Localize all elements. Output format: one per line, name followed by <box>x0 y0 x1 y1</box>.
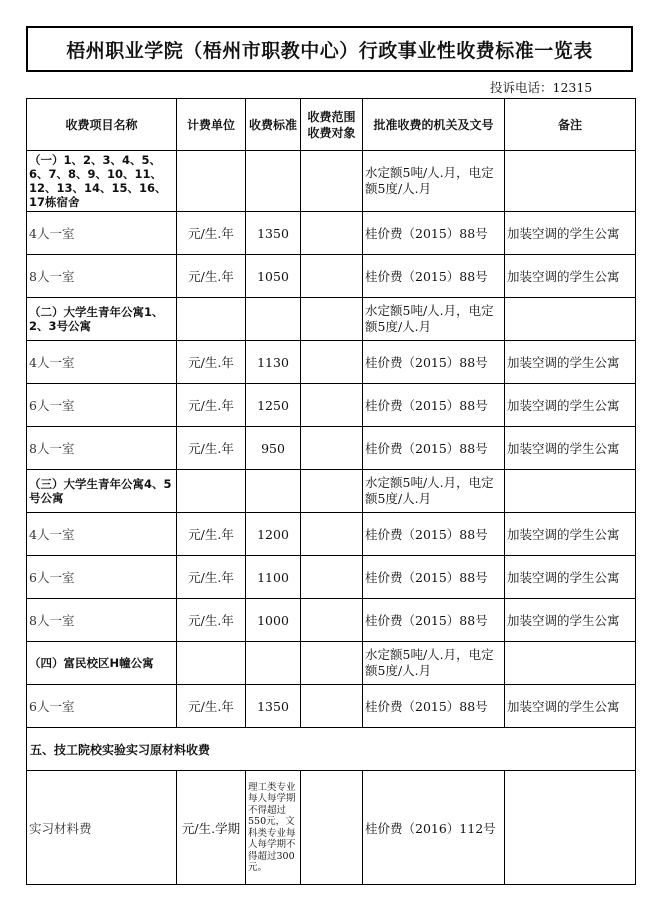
scope-cell <box>301 470 363 513</box>
scope-cell <box>301 384 363 427</box>
unit-cell: 元/生.年 <box>177 513 246 556</box>
approval-cell: 水定额5吨/人.月，电定额5度/人.月 <box>363 642 505 685</box>
approval-cell: 桂价费（2016）112号 <box>363 771 505 885</box>
scope-cell <box>301 771 363 885</box>
unit-cell: 元/生.年 <box>177 685 246 728</box>
scope-cell <box>301 513 363 556</box>
approval-cell: 桂价费（2015）88号 <box>363 556 505 599</box>
header-price: 收费标准 <box>246 99 301 151</box>
note-cell <box>505 642 636 685</box>
complaint-phone: 投诉电话：12315 <box>490 80 593 95</box>
table-row <box>27 599 636 642</box>
category-name-cell: （三）大学生青年公寓4、5号公寓 <box>27 470 177 513</box>
unit-cell <box>177 642 246 685</box>
scope-cell <box>301 298 363 341</box>
table-row <box>27 212 636 255</box>
unit-cell: 元/生.年 <box>177 384 246 427</box>
price-cell: 1350 <box>246 212 301 255</box>
category-name-cell: （四）富民校区H幢公寓 <box>27 642 177 685</box>
approval-cell: 桂价费（2015）88号 <box>363 685 505 728</box>
document-title: 梧州职业学院（梧州市职教中心）行政事业性收费标准一览表 <box>66 39 593 62</box>
unit-cell: 元/生.年 <box>177 212 246 255</box>
price-cell: 理工类专业每人每学期不得超过550元，文科类专业每人每学期不得超过300元。 <box>246 771 301 885</box>
scope-cell <box>301 151 363 212</box>
price-cell <box>246 470 301 513</box>
table-row <box>27 556 636 599</box>
scope-cell <box>301 341 363 384</box>
table-header-row <box>27 99 636 151</box>
item-name-cell: 8人一室 <box>27 255 177 298</box>
note-cell <box>505 151 636 212</box>
table-row <box>27 728 636 771</box>
category-name-cell: （一）1、2、3、4、5、6、7、8、9、10、11、12、13、14、15、16、17栋宿舍 <box>27 151 177 212</box>
table-row <box>27 298 636 341</box>
table-row <box>27 151 636 212</box>
price-cell: 1000 <box>246 599 301 642</box>
item-name-cell: 8人一室 <box>27 599 177 642</box>
document-title-box <box>26 26 633 72</box>
unit-cell: 元/生.年 <box>177 341 246 384</box>
item-name-cell: 6人一室 <box>27 556 177 599</box>
table-row <box>27 771 636 885</box>
price-cell <box>246 151 301 212</box>
table-row <box>27 470 636 513</box>
item-name-cell: 6人一室 <box>27 685 177 728</box>
scope-cell <box>301 255 363 298</box>
scope-cell <box>301 556 363 599</box>
header-item-name: 收费项目名称 <box>27 99 177 151</box>
note-cell: 加装空调的学生公寓 <box>505 255 636 298</box>
table-row <box>27 642 636 685</box>
header-approval: 批准收费的机关及文号 <box>363 99 505 151</box>
approval-cell: 水定额5吨/人.月，电定额5度/人.月 <box>363 298 505 341</box>
item-name-cell: 4人一室 <box>27 341 177 384</box>
table-row <box>27 685 636 728</box>
price-cell: 1050 <box>246 255 301 298</box>
note-cell: 加装空调的学生公寓 <box>505 427 636 470</box>
note-cell: 加装空调的学生公寓 <box>505 513 636 556</box>
table-row <box>27 341 636 384</box>
scope-cell <box>301 642 363 685</box>
unit-cell: 元/生.年 <box>177 556 246 599</box>
price-cell: 1200 <box>246 513 301 556</box>
scope-cell <box>301 599 363 642</box>
unit-cell: 元/生.年 <box>177 255 246 298</box>
approval-cell: 桂价费（2015）88号 <box>363 384 505 427</box>
approval-cell: 桂价费（2015）88号 <box>363 212 505 255</box>
approval-cell: 桂价费（2015）88号 <box>363 255 505 298</box>
approval-cell: 桂价费（2015）88号 <box>363 599 505 642</box>
table-row <box>27 255 636 298</box>
table-row <box>27 427 636 470</box>
item-name-cell: 实习材料费 <box>27 771 177 885</box>
approval-cell: 水定额5吨/人.月，电定额5度/人.月 <box>363 470 505 513</box>
item-name-cell: 8人一室 <box>27 427 177 470</box>
unit-cell <box>177 470 246 513</box>
scope-cell <box>301 212 363 255</box>
note-cell <box>505 470 636 513</box>
price-cell: 950 <box>246 427 301 470</box>
price-cell: 1100 <box>246 556 301 599</box>
header-unit: 计费单位 <box>177 99 246 151</box>
table-row <box>27 513 636 556</box>
unit-cell <box>177 151 246 212</box>
note-cell: 加装空调的学生公寓 <box>505 341 636 384</box>
price-cell: 1130 <box>246 341 301 384</box>
header-note: 备注 <box>505 99 636 151</box>
approval-cell: 桂价费（2015）88号 <box>363 341 505 384</box>
note-cell: 加装空调的学生公寓 <box>505 384 636 427</box>
note-cell <box>505 771 636 885</box>
unit-cell: 元/生.学期 <box>177 771 246 885</box>
price-cell <box>246 298 301 341</box>
price-cell: 1350 <box>246 685 301 728</box>
note-cell: 加装空调的学生公寓 <box>505 599 636 642</box>
scope-cell <box>301 685 363 728</box>
note-cell: 加装空调的学生公寓 <box>505 685 636 728</box>
price-cell <box>246 642 301 685</box>
approval-cell: 桂价费（2015）88号 <box>363 427 505 470</box>
note-cell: 加装空调的学生公寓 <box>505 556 636 599</box>
category-name-cell: （二）大学生青年公寓1、2、3号公寓 <box>27 298 177 341</box>
note-cell <box>505 298 636 341</box>
item-name-cell: 6人一室 <box>27 384 177 427</box>
section-title-cell: 五、技工院校实验实习原材料收费 <box>27 728 636 771</box>
table-row <box>27 384 636 427</box>
approval-cell: 桂价费（2015）88号 <box>363 513 505 556</box>
unit-cell: 元/生.年 <box>177 599 246 642</box>
note-cell: 加装空调的学生公寓 <box>505 212 636 255</box>
header-scope: 收费范围收费对象 <box>301 99 363 151</box>
unit-cell: 元/生.年 <box>177 427 246 470</box>
unit-cell <box>177 298 246 341</box>
price-cell: 1250 <box>246 384 301 427</box>
fee-table <box>26 98 636 885</box>
scope-cell <box>301 427 363 470</box>
item-name-cell: 4人一室 <box>27 212 177 255</box>
item-name-cell: 4人一室 <box>27 513 177 556</box>
approval-cell: 水定额5吨/人.月，电定额5度/人.月 <box>363 151 505 212</box>
